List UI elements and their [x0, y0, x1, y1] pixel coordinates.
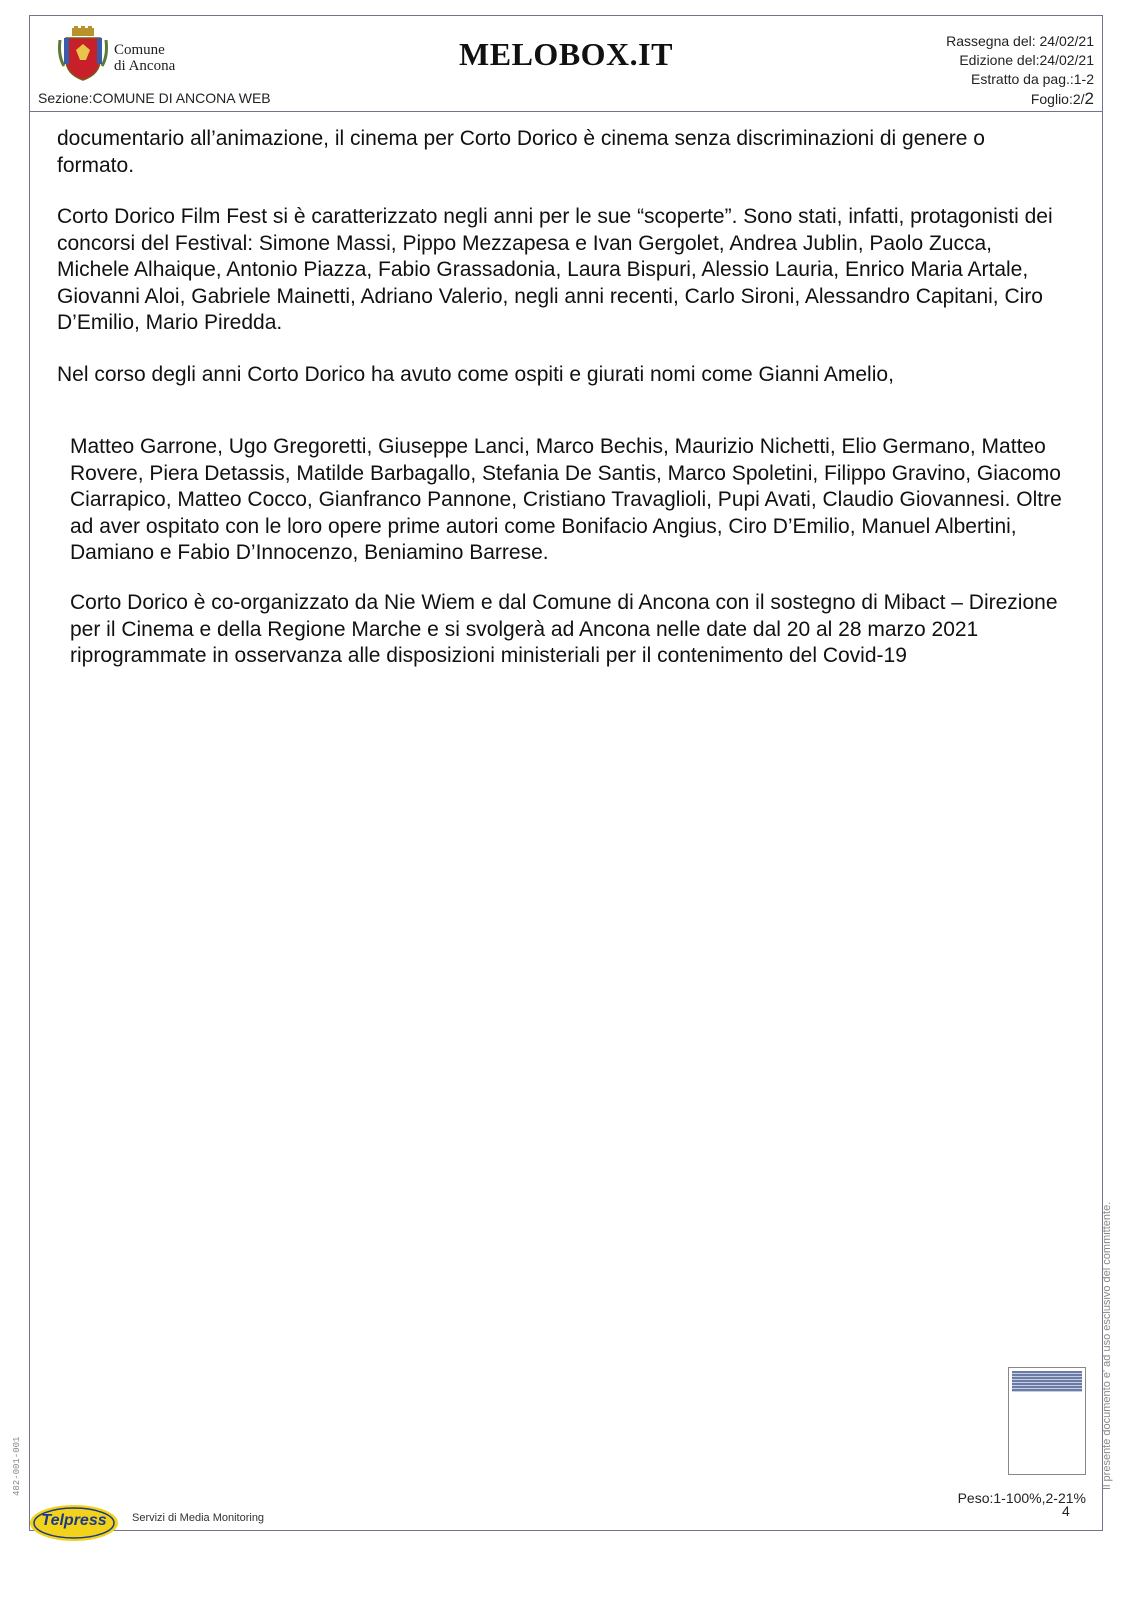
- service-tagline: Servizi di Media Monitoring: [132, 1512, 265, 1524]
- estratto-pages: Estratto da pag.:1-2: [971, 71, 1094, 87]
- logo-line-2: di Ancona: [114, 58, 176, 74]
- clipping-header: [30, 16, 1102, 112]
- foglio-info: [946, 89, 1094, 109]
- paragraph-1: documentario all’animazione, il cinema per Corto Dorico è cinema senza discriminazioni di genere o formato.: [57, 127, 985, 177]
- section-label: Sezione:COMUNE DI ANCONA WEB: [38, 90, 271, 106]
- masthead-title: MELOBOX.IT: [459, 36, 673, 72]
- thumbnail-text-block: [1012, 1371, 1082, 1392]
- clipping-frame: [29, 15, 1103, 1531]
- paragraph-3: Nel corso degli anni Corto Dorico ha avuto come ospiti e giurati nomi come Gianni Amelio,: [57, 363, 894, 386]
- clipping-meta: [946, 32, 1094, 109]
- paragraph-2: Corto Dorico Film Fest si è caratterizzato negli anni per le sue “scoperte”. Sono stati, infatti, protagonisti dei concorsi del Festival: Simone Massi, Pippo Mezzapesa e Ivan Gergolet, Andrea Jublin, Paolo Zucca, Michele Alhaique, Antonio Piazza, Fabio Grassadonia, Laura Bispuri, Alessio Lauria, Enrico Maria Artale, Giovanni Aloi, Gabriele Mainetti, Adriano Valerio, negli anni recenti, Carlo Sironi, Alessandro Capitani, Ciro D’Emilio, Mario Piredda.: [57, 205, 1053, 334]
- logo-line-1: Comune: [114, 42, 165, 58]
- paragraph-5: Corto Dorico è co-organizzato da Nie Wiem e dal Comune di Ancona con il sostegno di Mibact – Direzione per il Cinema e della Regione Marche e si svolgerà ad Ancona nelle date dal 20 al 28 marzo 2021 riprogrammate in osservanza alle disposizioni ministeriali per il contenimento del Covid-19: [70, 591, 1058, 667]
- document-code: 482-001-001: [12, 1436, 22, 1496]
- rassegna-date: Rassegna del: 24/02/21: [946, 33, 1094, 49]
- foglio-total: 2: [1084, 89, 1094, 108]
- article-body: [30, 112, 1102, 1530]
- foglio-prefix: Foglio:2/: [1030, 91, 1085, 107]
- peso-label: Peso:1-100%,2-21%: [957, 1490, 1086, 1506]
- page-thumbnail-icon: [1008, 1367, 1086, 1475]
- page-number: 4: [1062, 1503, 1070, 1519]
- disclaimer-text: Il presente documento e' ad uso esclusivo del committente.: [1101, 1201, 1113, 1490]
- paragraph-4: Matteo Garrone, Ugo Gregoretti, Giuseppe Lanci, Marco Bechis, Maurizio Nichetti, Elio Germano, Matteo Rovere, Piera Detassis, Matilde Barbagallo, Stefania De Santis, Marco Spoletini, Filippo Gravino, Giacomo Ciarrapico, Matteo Cocco, Gianfranco Pannone, Cristiano Travaglioli, Pupi Avati, Claudio Giovannesi. Oltre ad aver ospitato con le loro opere prime autori come Bonifacio Angius, Ciro D’Emilio, Manuel Albertini, Damiano e Fabio D’Innocenzo, Beniamino Barrese.: [70, 435, 1062, 564]
- telpress-brand: Telpress: [41, 1512, 107, 1529]
- edizione-date: Edizione del:24/02/21: [959, 52, 1094, 68]
